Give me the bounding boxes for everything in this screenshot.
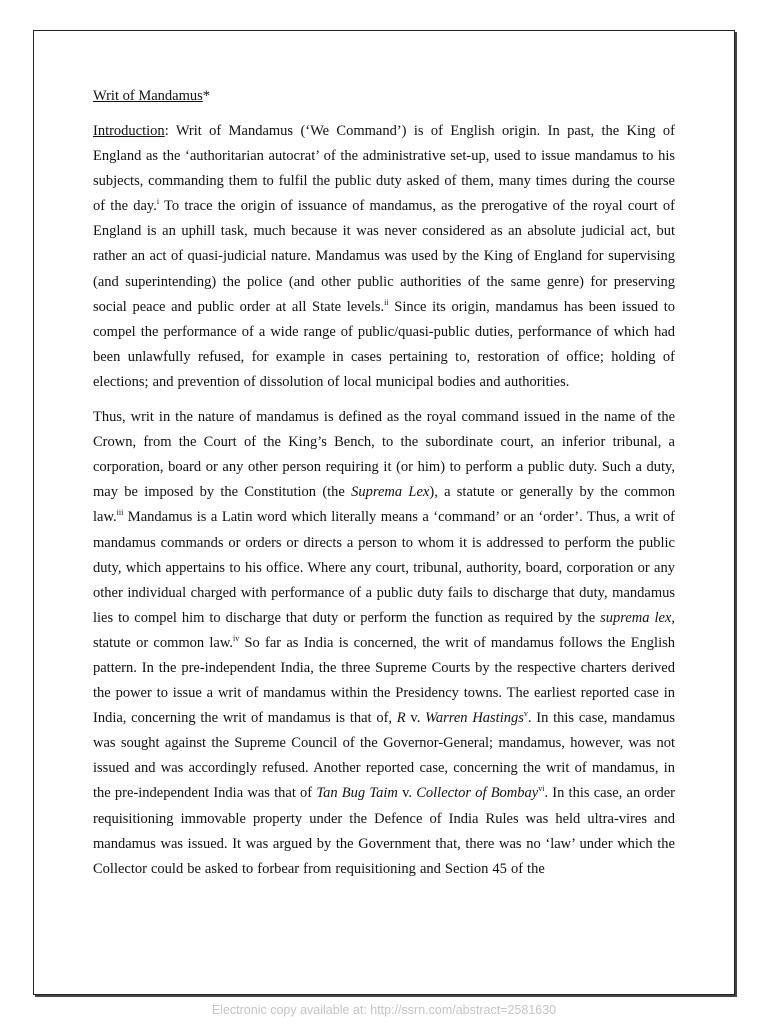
introduction-label: Introduction xyxy=(93,123,165,139)
footnote-ref: i xyxy=(156,197,160,207)
footnote-ref: ii xyxy=(384,297,389,307)
footnote-ref: v xyxy=(523,709,528,719)
footnote-ref: iii xyxy=(116,508,124,518)
footnote-ref: vi xyxy=(538,784,545,794)
document-title: Writ of Mandamus* xyxy=(93,88,211,104)
ssrn-footer: Electronic copy available at: http://ssrn.com/abstract=2581630 xyxy=(211,1003,557,1017)
paragraph-introduction: Introduction: Writ of Mandamus (‘We Command’) is of English origin. In past, the King of England as the ‘authoritarian autocrat’ of the administrative set-up, used to issue mandamus to his subjects, commanding them to fulfil the public duty asked of them, many times during the course of the day.$^i$ To trace the origin of issuance of mandamus, as the prerogative of the royal court of England is an uphill task, much because it was never considered as an absolute judicial act, but rather an act of quasi-judicial nature. Mandamus was used by the King of England for supervising (and superintending) the police (and other public authorities of the same genre) for preserving social peace and public order at all State levels.$^{ii}$ Since its origin, mandamus has been issued to compel the performance of a wide range of public/quasi-public duties, performance of which had been unlawfully refused, for example in cases pertaining to, restoration of office; holding of elections; and prevention of dissolution of local municipal bodies and authorities. xyxy=(93,123,675,390)
document-body xyxy=(93,84,675,892)
footnote-ref: iv xyxy=(233,634,240,644)
paragraph-definition: Thus, writ in the nature of mandamus is defined as the royal command issued in the name of the Crown, from the Court of the King’s Bench, to the subordinate court, an inferior tribunal, a corporation, board or any other person requiring it (or him) to perform a public duty. Such a duty, may be imposed by the Constitution (the Suprema Lex), a statute or generally by the common law.$^{iii}$ Mandamus is a Latin word which literally means a ‘command’ or an ‘order’. Thus, a writ of mandamus commands or orders or directs a person to whom it is addressed to perform the public duty, which appertains to his office. Where any court, tribunal, authority, board, corporation or any other individual charged with performance of a public duty fails to discharge that duty, mandamus lies to compel him to discharge that duty or perform the function as required by the suprema lex, statute or common law.$^{iv}$ So far as India is concerned, the writ of mandamus follows the English pattern. In the pre-independent India, the three Supreme Courts by the respective charters derived the power to issue a writ of mandamus within the Presidency towns. The earliest reported case in India, concerning the writ of mandamus is that of, R v. Warren Hastings$^v$. In this case, mandamus was sought against the Supreme Council of the Governor-General; mandamus, however, was not issued and was accordingly refused. Another reported case, concerning the writ of mandamus, in the pre-independent India was that of Tan Bug Taim v. Collector of Bombay$^{vi}$. In this case, an order requisitioning immovable property under the Defence of India Rules was held ultra-vires and mandamus was issued. It was argued by the Government that, there was no ‘law’ under which the Collector could be asked to forbear from requisitioning and Section 45 of the xyxy=(93,409,675,877)
